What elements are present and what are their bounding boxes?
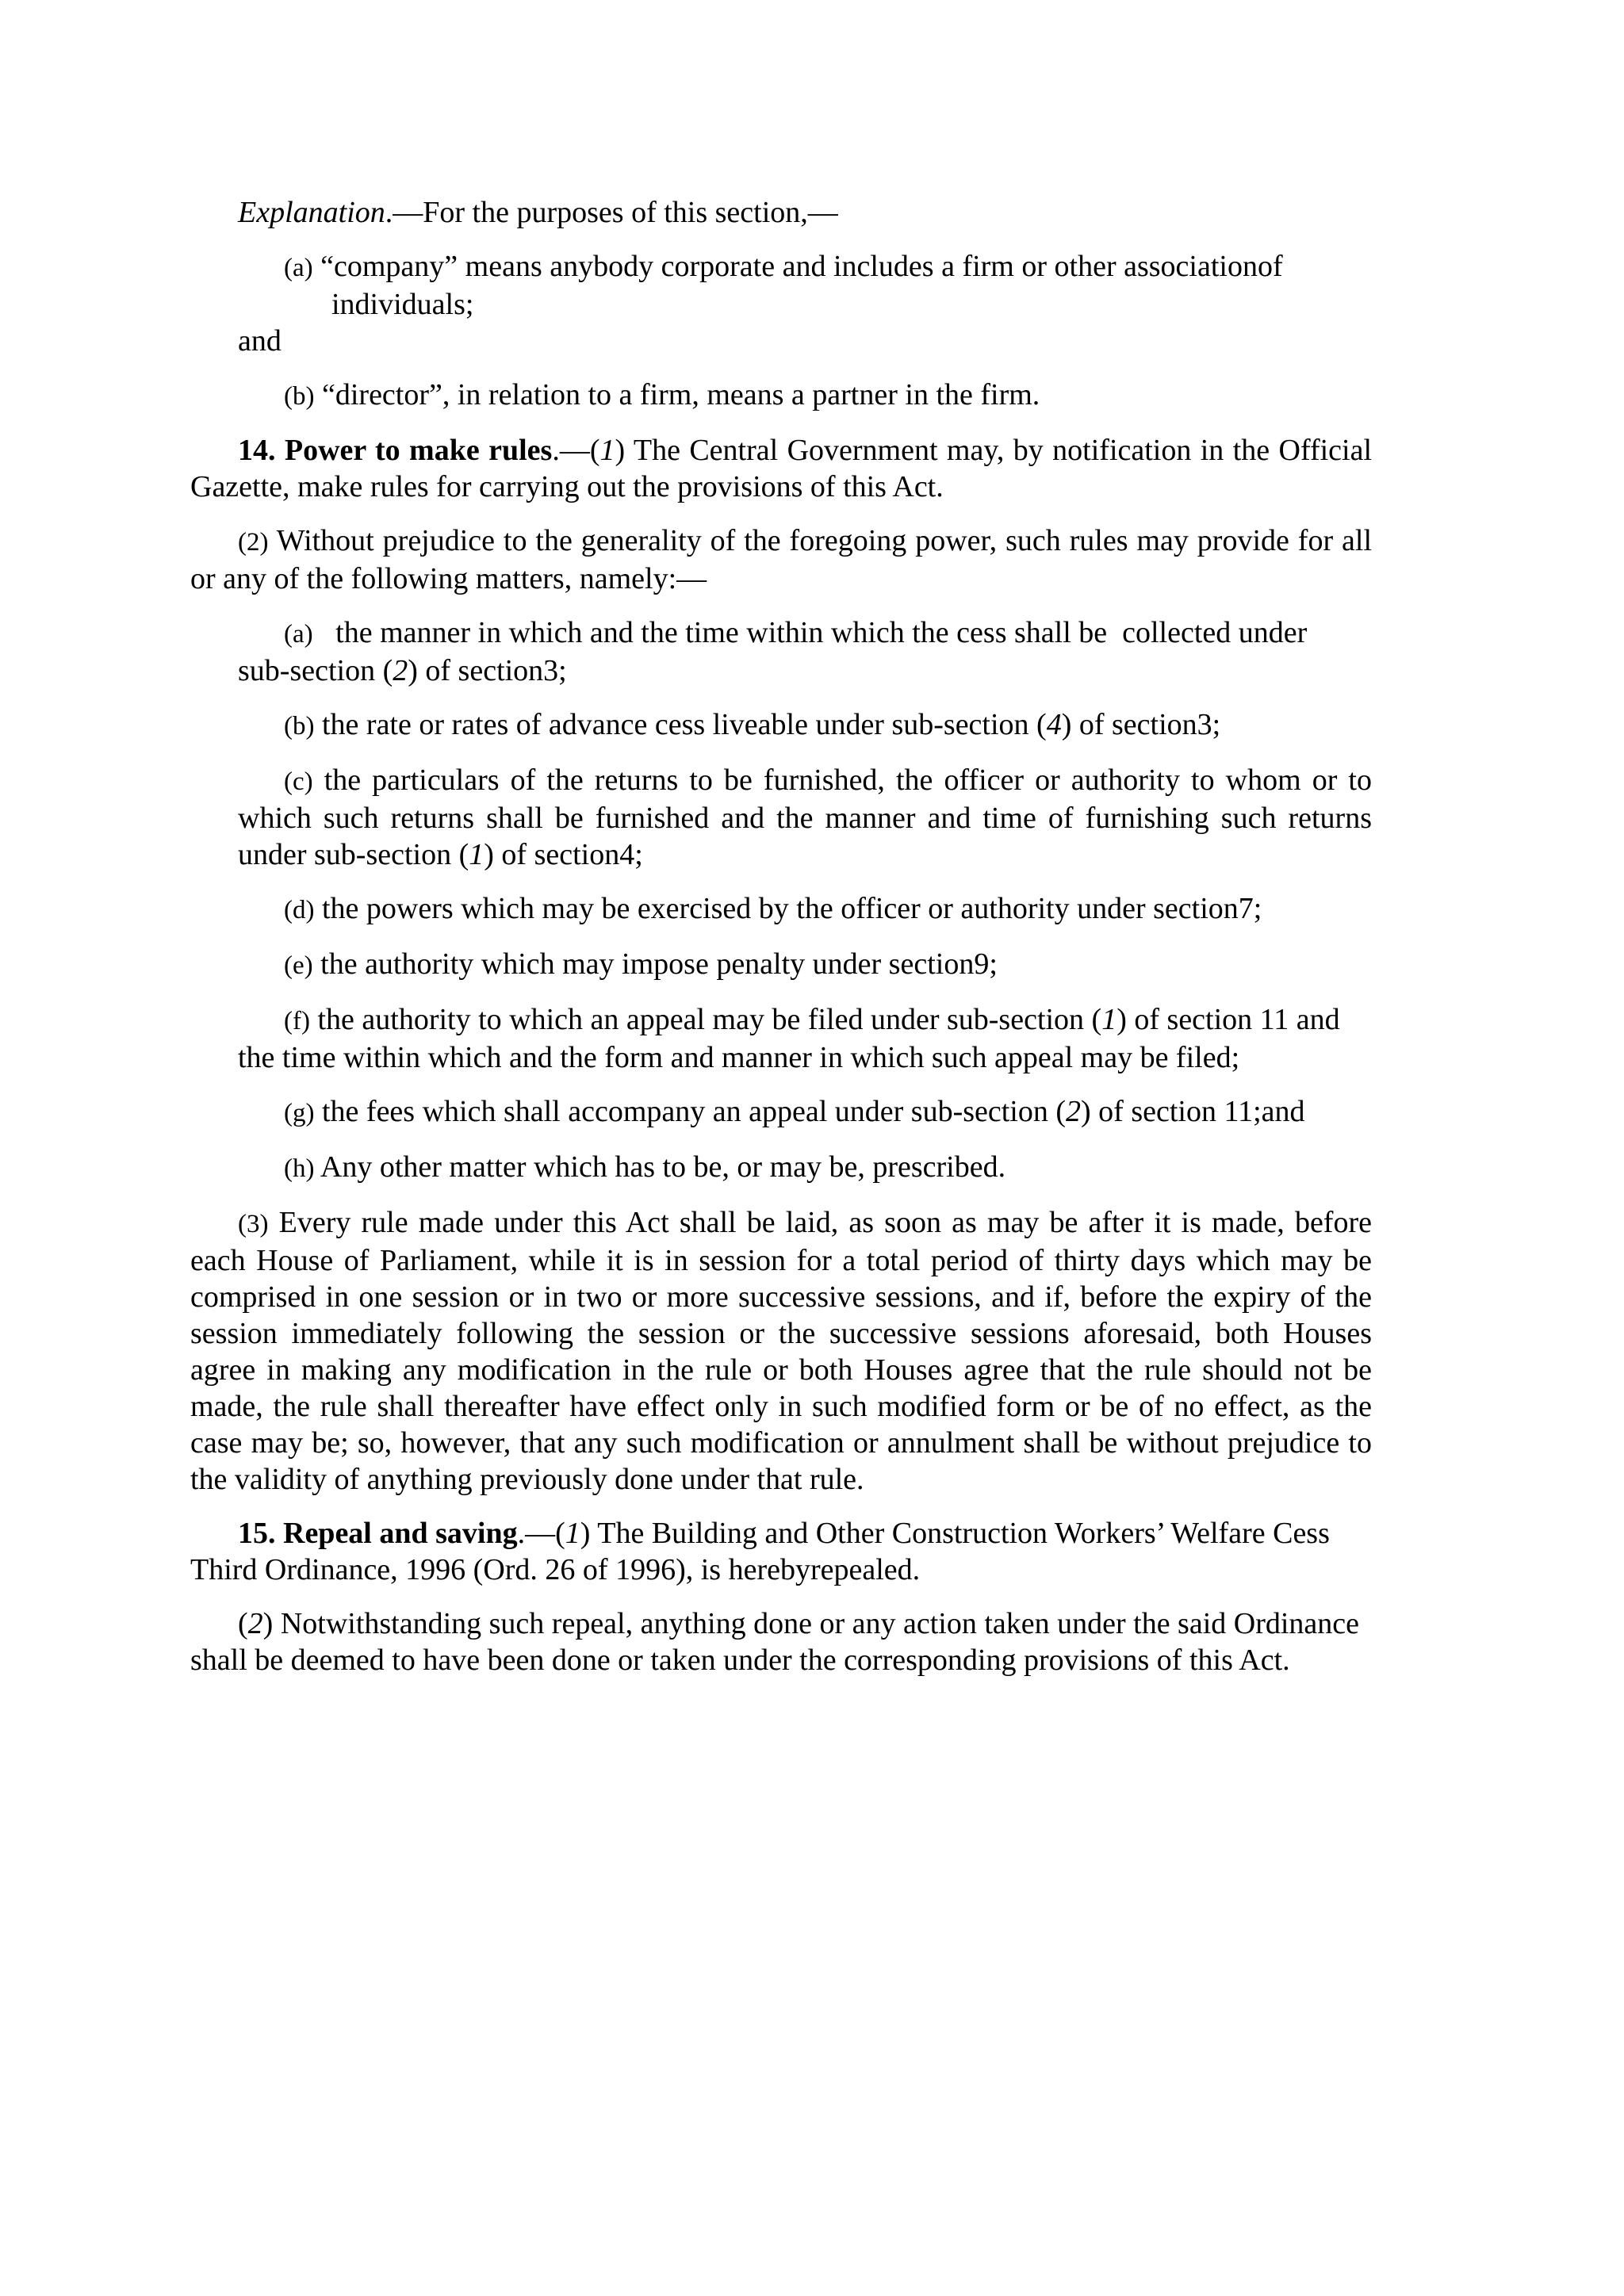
section-number: 15.	[238, 1517, 276, 1550]
rules-clause-d: (d) the powers which may be exercised by the officer or authority under section7;	[284, 892, 1262, 925]
clause-label: (a)	[284, 254, 313, 282]
rules-clause-a: (a) the manner in which and the time within which the cess shall be collected under sub-section (2) of section3;	[238, 616, 1323, 687]
and-connector: and	[238, 324, 282, 358]
subsection-label: 2	[247, 1607, 263, 1640]
subsection-ref: 1	[599, 434, 615, 467]
section-14-subsection-3	[190, 1204, 1372, 1498]
clause-label: (b)	[284, 382, 315, 411]
section-15-subsection-2: (2) Notwithstanding such repeal, anything done or any action taken under the said Ordinance shall be deemed to have been done or taken under the corresponding provisions of this Act.	[190, 1607, 1360, 1677]
rules-clause-c: (c) the particulars of the returns to be furnished, the officer or authority to whom or to which such returns shall be furnished and the manner and time of furnishing such returns under sub-section (1) of section4;	[238, 763, 1372, 871]
subsection-text: Every rule made under this Act shall be laid, as soon as may be after it is made, before each House of Parliament, while it is in session for a total period of thirty days which may be comprised in one session or in two or more successive sessions, and if, before the expiry of the session immediately following the session or the successive sessions aforesaid, both Houses agree in making any modification in the rule or both Houses agree that the rule should not be made, the rule shall thereafter have effect only in such modified form or be of no effect, as the case may be; so, however, that any such modification or annulment shall be without prejudice to the validity of anything previously done under that rule.	[190, 1206, 1372, 1496]
section-text: The Central Government may, by notification in the Official Gazette, make rules for carrying out the provisions of this Act.	[190, 434, 1372, 503]
document-page	[190, 194, 1372, 1696]
subsection-ref: 1	[565, 1517, 580, 1550]
rules-clause-e: (e) the authority which may impose penalty under section9;	[284, 947, 998, 981]
subsection-label: (3)	[238, 1210, 269, 1238]
clause-text: “company” means anybody corporate and includes a firm or other associationof individuals;	[312, 250, 1283, 321]
section-number: 14.	[238, 434, 276, 467]
explanation-clause-b	[284, 377, 1372, 415]
section-14: 14. Power to make rules.—(1) The Central Government may, by notification in the Official Gazette, make rules for carrying out the provisions of this Act.	[190, 434, 1372, 503]
clause-label: (c)	[284, 767, 313, 796]
rules-clause-b: (b) the rate or rates of advance cess liveable under sub-section (4) of section3;	[284, 708, 1221, 741]
rules-clause-g: (g) the fees which shall accompany an appeal under sub-section (2) of section 11;and	[284, 1095, 1305, 1128]
subsection-label: (2)	[238, 528, 269, 557]
clause-label: (b)	[284, 712, 315, 740]
explanation-text: .—For the purposes of this section,—	[385, 196, 838, 229]
clause-label: (g)	[284, 1099, 315, 1127]
clause-label: (e)	[284, 951, 313, 980]
subsection-text: Without prejudice to the generality of the foregoing power, such rules may provide for all or any of the following matters, namely:—	[190, 524, 1372, 595]
section-text: The Building and Other Construction Workers’ Welfare Cess Third Ordinance, 1996 (Ord. 26 of 1996), is herebyrepealed.	[190, 1517, 1330, 1586]
rules-clause-f: (f) the authority to which an appeal may be filed under sub-section (1) of section 11 and the time within which and the form and manner in which such appeal may be filed;	[238, 1003, 1340, 1074]
rules-clause-h: (h) Any other matter which has to be, or may be, prescribed.	[284, 1150, 1006, 1184]
section-14-subsection-2	[190, 522, 1372, 597]
explanation-term: Explanation	[238, 196, 385, 229]
clause-label: (h)	[284, 1154, 315, 1183]
section-heading: Repeal and saving	[283, 1517, 518, 1550]
clause-text: “director”, in relation to a firm, means a partner in the firm.	[314, 378, 1040, 411]
clause-label: (a)	[284, 620, 313, 649]
clause-label: (f)	[284, 1007, 310, 1035]
explanation-paragraph	[238, 194, 1372, 231]
section-15: 15. Repeal and saving.—(1) The Building and Other Construction Workers’ Welfare Cess Third Ordinance, 1996 (Ord. 26 of 1996), is herebyrepealed.	[190, 1517, 1330, 1586]
subsection-text: Notwithstanding such repeal, anything done or any action taken under the said Ordinance shall be deemed to have been done or taken under the corresponding provisions of this Act.	[190, 1607, 1360, 1677]
section-heading: Power to make rules	[284, 434, 553, 467]
explanation-clause-a	[284, 248, 1372, 323]
clause-label: (d)	[284, 896, 315, 924]
